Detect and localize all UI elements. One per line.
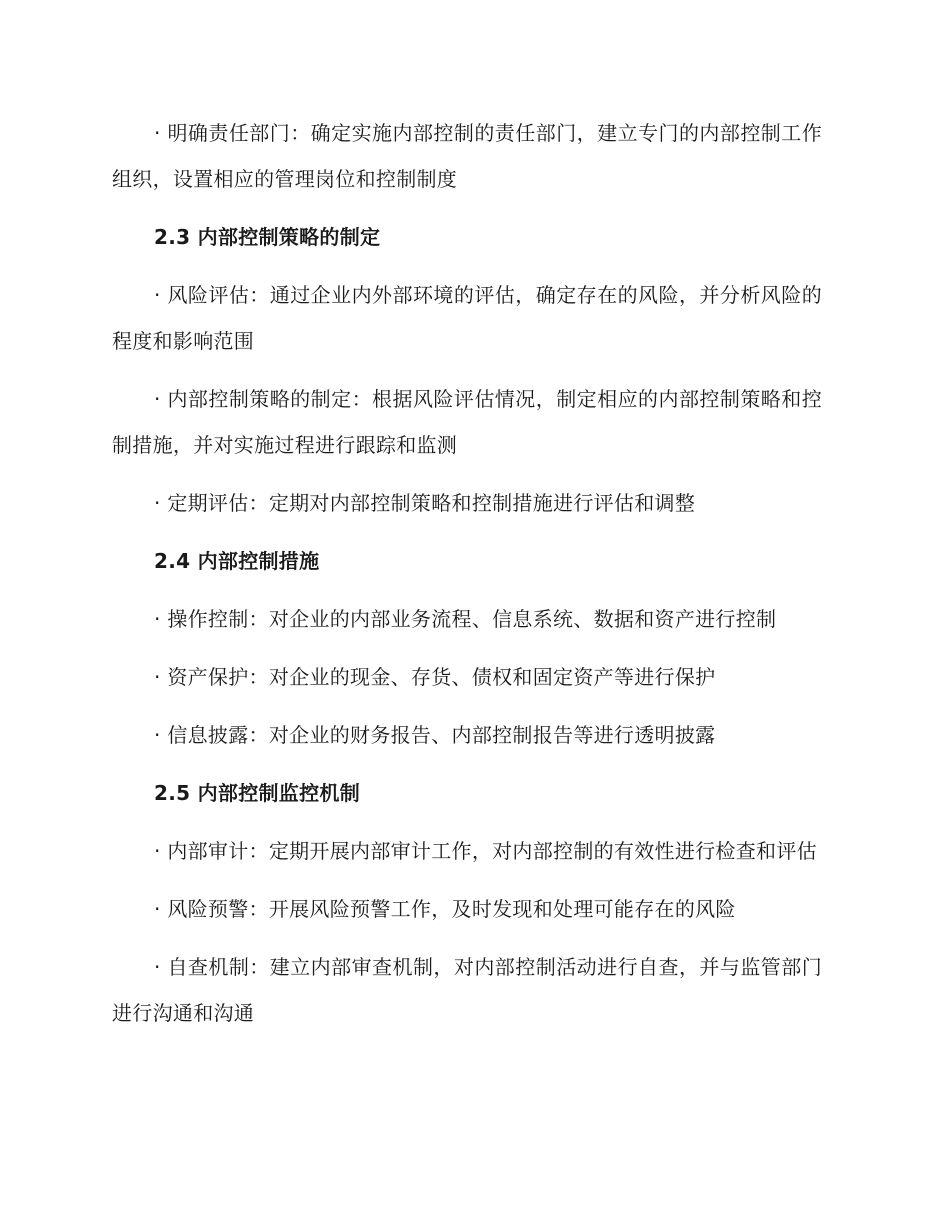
- bullet-strategy-formulation: · 内部控制策略的制定：根据风险评估情况，制定相应的内部控制策略和控制措施，并对实施过程进行跟踪和监测: [112, 387, 822, 457]
- bullet-risk-assessment: · 风险评估：通过企业内外部环境的评估，确定存在的风险，并分析风险的程度和影响范围: [112, 283, 822, 353]
- bullet-responsibility-department: · 明确责任部门：确定实施内部控制的责任部门，建立专门的内部控制工作组织，设置相应的管理岗位和控制制度: [112, 121, 822, 191]
- bullet-risk-warning: · 风险预警：开展风险预警工作，及时发现和处理可能存在的风险: [154, 897, 736, 921]
- bullet-self-inspection: · 自查机制：建立内部审查机制，对内部控制活动进行自查，并与监管部门进行沟通和沟通: [112, 955, 822, 1025]
- bullet-asset-protection: · 资产保护：对企业的现金、存货、债权和固定资产等进行保护: [154, 665, 716, 689]
- document-body: [112, 110, 822, 1048]
- section-heading-2-5: 2.5 内部控制监控机制: [154, 781, 360, 805]
- section-heading-2-4: 2.4 内部控制措施: [154, 549, 320, 573]
- bullet-internal-audit: · 内部审计：定期开展内部审计工作，对内部控制的有效性进行检查和评估: [154, 839, 817, 863]
- bullet-periodic-evaluation: · 定期评估：定期对内部控制策略和控制措施进行评估和调整: [154, 491, 696, 515]
- section-heading-2-3: 2.3 内部控制策略的制定: [154, 225, 381, 249]
- bullet-information-disclosure: · 信息披露：对企业的财务报告、内部控制报告等进行透明披露: [154, 723, 716, 747]
- bullet-operation-control: · 操作控制：对企业的内部业务流程、信息系统、数据和资产进行控制: [154, 607, 777, 631]
